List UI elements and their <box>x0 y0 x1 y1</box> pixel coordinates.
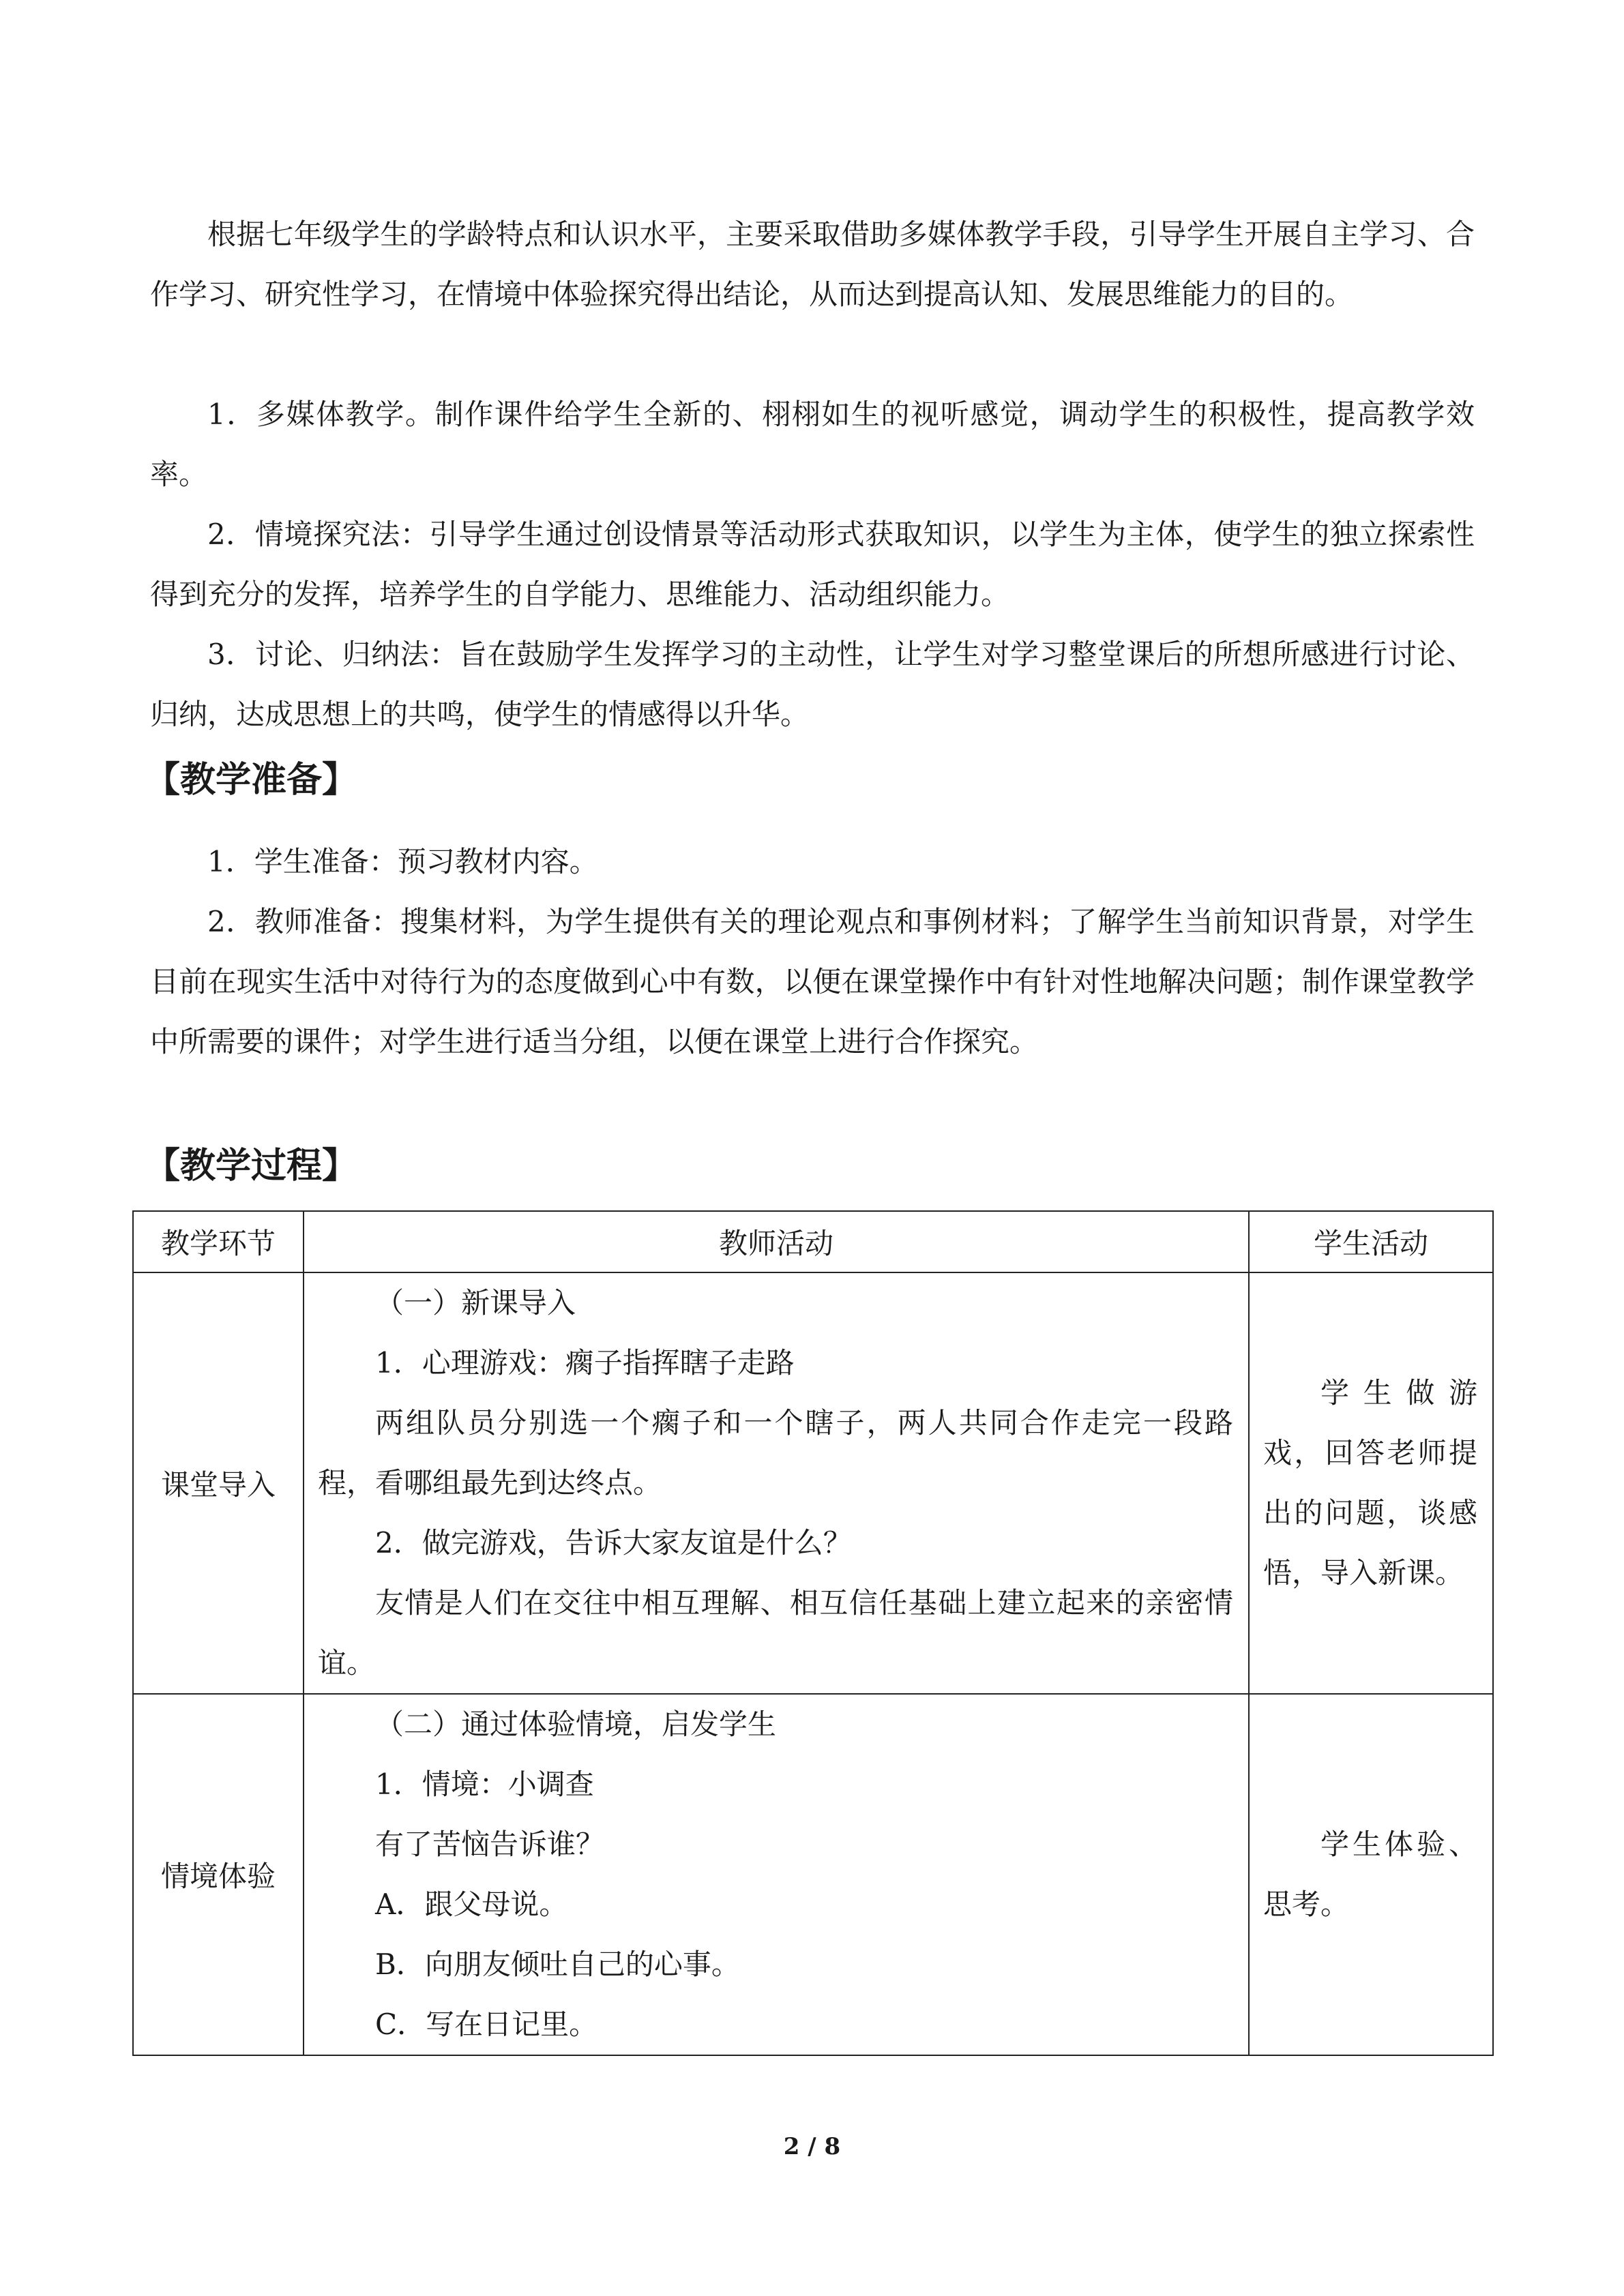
section-heading-preparation: 【教学准备】 <box>145 760 358 801</box>
teacher-line: （一）新课导入 <box>375 1286 576 1320</box>
header-teacher-activity: 教师活动 <box>304 1211 1249 1272</box>
teacher-line: 两组队员分别选一个瘸子和一个瞎子，两人共同合作走完一段路程，看哪组最先到达终点。 <box>318 1406 1233 1500</box>
preparation-student: 1．学生准备：预习教材内容。 <box>207 845 598 878</box>
teacher-line: C．写在日记里。 <box>375 2008 598 2041</box>
method-paragraph-multimedia: 1．多媒体教学。制作课件给学生全新的、栩栩如生的视听感觉，调动学生的积极性，提高教学效率。 <box>150 398 1475 491</box>
teacher-line: 2．做完游戏，告诉大家友谊是什么？ <box>375 1526 852 1560</box>
teacher-activity-cell <box>304 1694 1249 2055</box>
teaching-process-table <box>132 1210 1494 2056</box>
table-header-row <box>133 1211 1493 1272</box>
teacher-activity-cell <box>304 1272 1249 1694</box>
header-stage: 教学环节 <box>133 1211 304 1272</box>
student-activity-text: 学生做游戏，回答老师提出的问题，谈感悟，导入新课。 <box>1263 1376 1477 1590</box>
method-paragraph-discussion: 3．讨论、归纳法：旨在鼓励学生发挥学习的主动性，让学生对学习整堂课后的所想所感进行讨论、归纳，达成思想上的共鸣，使学生的情感得以升华。 <box>150 638 1475 731</box>
preparation-teacher: 2．教师准备：搜集材料，为学生提供有关的理论观点和事例材料；了解学生当前知识背景，对学生目前在现实生活中对待行为的态度做到心中有数，以便在课堂操作中有针对性地解决问题；制作课堂教学中所需要的课件；对学生进行适当分组，以便在课堂上进行合作探究。 <box>150 905 1475 1058</box>
teacher-line: B．向朋友倾吐自己的心事。 <box>375 1948 740 1981</box>
page-number: 2 / 8 <box>783 2133 841 2160</box>
table-row <box>133 1272 1493 1694</box>
method-paragraph-situational: 2．情境探究法：引导学生通过创设情景等活动形式获取知识，以学生为主体，使学生的独立探索性得到充分的发挥，培养学生的自学能力、思维能力、活动组织能力。 <box>150 518 1475 611</box>
student-activity-text: 学生体验、思考。 <box>1263 1828 1477 1921</box>
student-activity-cell <box>1249 1694 1493 2055</box>
student-activity-cell <box>1249 1272 1493 1694</box>
teacher-line: 1．心理游戏：瘸子指挥瞎子走路 <box>375 1346 795 1380</box>
section-heading-process: 【教学过程】 <box>145 1146 358 1187</box>
teacher-line: （二）通过体验情境，启发学生 <box>375 1708 777 1741</box>
intro-paragraph: 根据七年级学生的学龄特点和认识水平，主要采取借助多媒体教学手段，引导学生开展自主学习、合作学习、研究性学习，在情境中体验探究得出结论，从而达到提高认知、发展思维能力的目的。 <box>150 218 1475 311</box>
teacher-line: A．跟父母说。 <box>375 1888 568 1921</box>
teacher-line: 有了苦恼告诉谁？ <box>375 1828 605 1861</box>
header-student-activity: 学生活动 <box>1249 1211 1493 1272</box>
stage-cell: 课堂导入 <box>133 1272 304 1694</box>
table-row <box>133 1694 1493 2055</box>
teacher-line: 友情是人们在交往中相互理解、相互信任基础上建立起来的亲密情谊。 <box>318 1586 1233 1680</box>
stage-cell: 情境体验 <box>133 1694 304 2055</box>
teacher-line: 1．情境：小调查 <box>375 1768 594 1801</box>
